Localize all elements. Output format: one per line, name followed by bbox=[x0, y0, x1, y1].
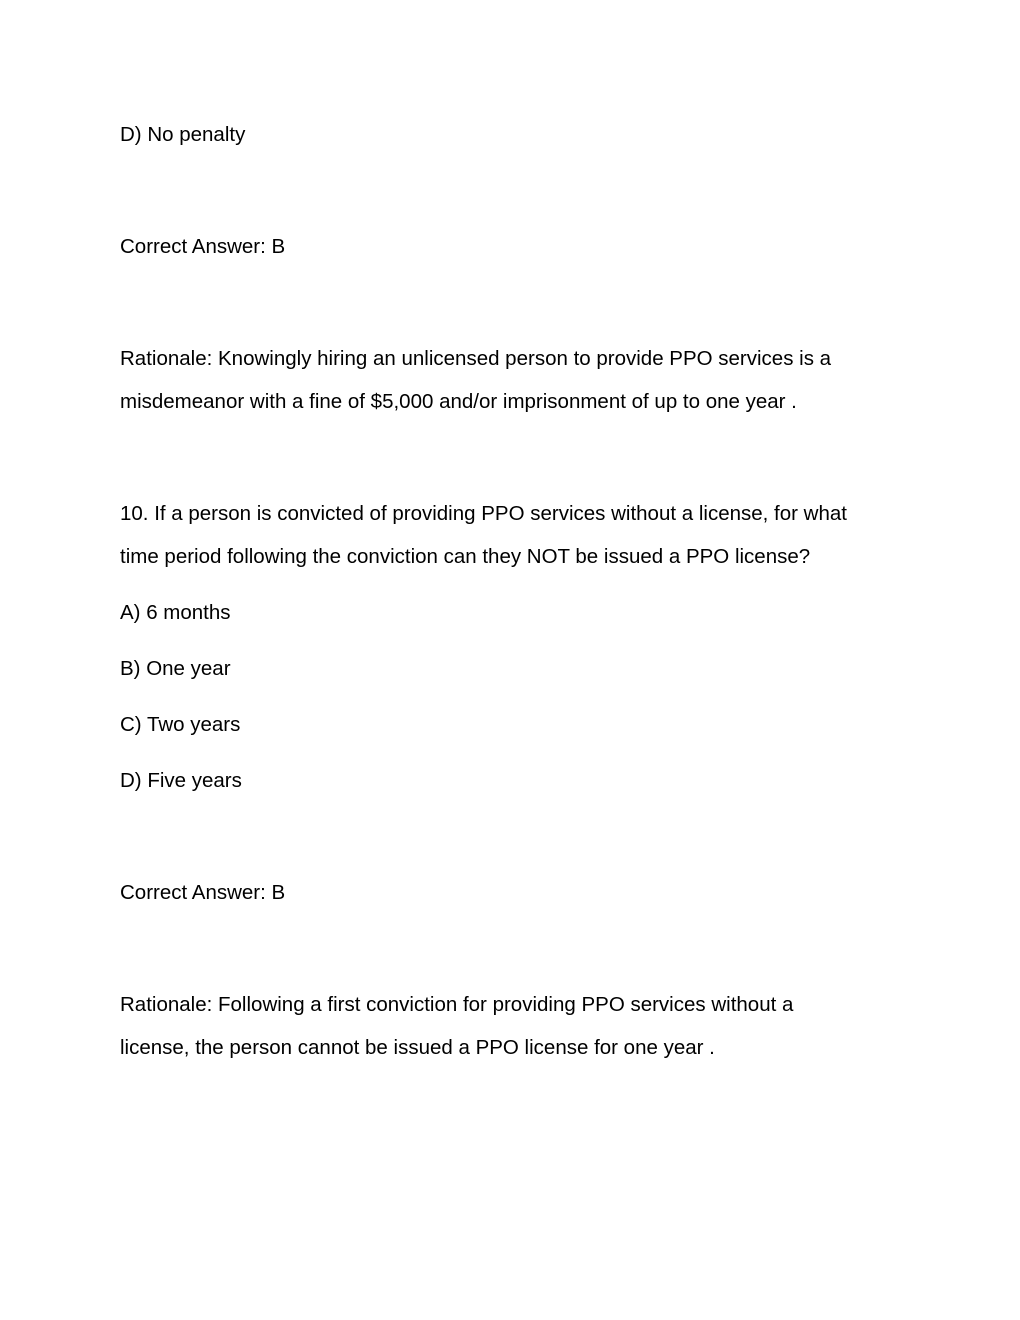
question-10-stem-line-2: time period following the conviction can they NOT be issued a PPO license? bbox=[120, 545, 811, 568]
question-10-option-c: C) Two years bbox=[120, 713, 241, 736]
question-10-correct-answer: Correct Answer: B bbox=[120, 881, 286, 904]
question-10-rationale-line-2: license, the person cannot be issued a PPO license for one year . bbox=[120, 1036, 715, 1059]
question-10-option-a: A) 6 months bbox=[120, 601, 231, 624]
prev-rationale-line-2: misdemeanor with a fine of $5,000 and/or imprisonment of up to one year . bbox=[120, 390, 797, 413]
question-10-stem-line-1: 10. If a person is convicted of providing PPO services without a license, for what bbox=[120, 502, 847, 525]
question-10-option-d: D) Five years bbox=[120, 769, 242, 792]
prev-rationale-line-1: Rationale: Knowingly hiring an unlicensed person to provide PPO services is a bbox=[120, 347, 832, 370]
question-10-option-b: B) One year bbox=[120, 657, 231, 680]
prev-option-d: D) No penalty bbox=[120, 123, 246, 146]
question-10-rationale-line-1: Rationale: Following a first conviction for providing PPO services without a bbox=[120, 993, 794, 1016]
prev-correct-answer: Correct Answer: B bbox=[120, 235, 286, 258]
